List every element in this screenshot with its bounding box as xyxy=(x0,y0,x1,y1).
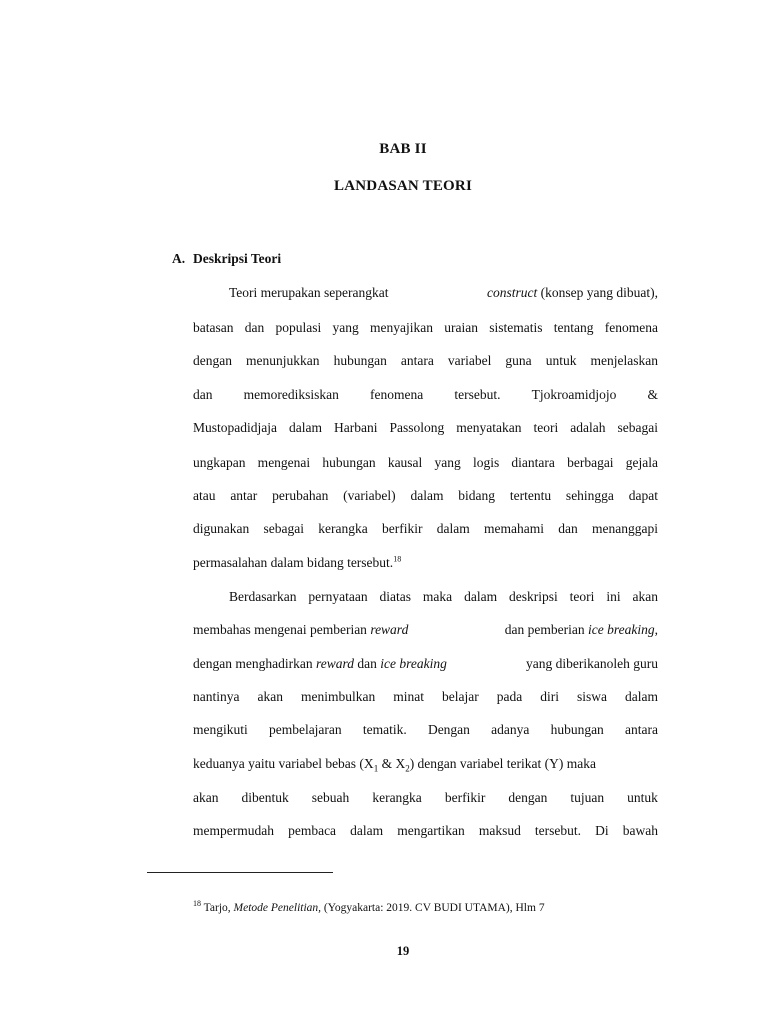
section-marker: A. xyxy=(172,251,186,266)
text-run: , xyxy=(654,622,658,637)
paragraph1-line4 xyxy=(193,385,658,405)
paragraph1-line2: batasan dan populasi yang menyajikan uraian sistematis tentang fenomena xyxy=(193,320,658,335)
italic-term: reward xyxy=(315,656,354,671)
paragraph2-line2 xyxy=(193,620,658,640)
paragraph2-line4: nantinya akan menimbulkan minat belajar pada diri siswa dalam xyxy=(193,689,658,704)
section-heading xyxy=(172,251,281,267)
paragraph1-line9 xyxy=(193,553,658,573)
footnote-title: Metode Penelitian, xyxy=(233,902,322,914)
text-run: yang diberikanoleh guru xyxy=(522,656,658,671)
paragraph2-line1: Berdasarkan pernyataan diatas maka dalam deskripsi teori ini akan xyxy=(229,589,658,604)
text-run: dan pemberian xyxy=(501,622,589,637)
word: kerangka xyxy=(372,790,422,805)
text-run: ) dengan variabel terikat (Y) maka xyxy=(409,756,596,771)
word: fenomena xyxy=(369,387,424,402)
footnote-reference: 18 xyxy=(393,554,402,564)
word: dibentuk xyxy=(241,790,289,805)
paragraph2-line8: mempermudah pembaca dalam mengartikan maksud tersebut. Di bawah xyxy=(193,823,658,838)
paragraph1-line7: atau antar perubahan (variabel) dalam bidang tertentu sehingga dapat xyxy=(193,488,658,503)
italic-term: ice breaking xyxy=(588,622,655,637)
word: untuk xyxy=(627,790,658,805)
word: memorediksiskan xyxy=(243,387,339,402)
footnote-author: Tarjo, xyxy=(201,902,234,914)
paragraph1-line1 xyxy=(229,283,658,303)
footnote-number: 18 xyxy=(193,899,201,909)
section-title: Deskripsi Teori xyxy=(193,251,282,266)
paragraph2-line5: mengikuti pembelajaran tematik. Dengan adanya hubungan antara xyxy=(193,722,658,737)
word: Tjokroamidjojo xyxy=(531,387,617,402)
text-run xyxy=(487,283,658,303)
paragraph1-line3: dengan menunjukkan hubungan antara variabel guna untuk menjelaskan xyxy=(193,353,658,368)
text-run: permasalahan dalam bidang tersebut. xyxy=(193,555,394,570)
text-run xyxy=(193,754,596,774)
text-run: membahas mengenai pemberian xyxy=(193,622,371,637)
word: akan xyxy=(193,790,219,805)
text-run: keduanya yaitu variabel bebas (X xyxy=(193,756,374,771)
word: berfikir xyxy=(444,790,486,805)
chapter-title: LANDASAN TEORI xyxy=(334,178,472,194)
italic-term: construct xyxy=(487,285,538,300)
text-run: dan xyxy=(353,656,381,671)
paragraph2-line7 xyxy=(193,788,658,808)
word: tersebut. xyxy=(454,387,501,402)
word: dengan xyxy=(508,790,548,805)
paragraph1-line6: ungkapan mengenai hubungan kausal yang logis diantara berbagai gejala xyxy=(193,455,658,470)
paragraph1-line8: digunakan sebagai kerangka berfikir dalam memahami dan menanggapi xyxy=(193,521,658,536)
text-run xyxy=(193,620,408,640)
paragraph2-line6 xyxy=(193,754,658,774)
text-run: & X xyxy=(378,756,406,771)
text-run: dengan menghadirkan xyxy=(193,656,316,671)
text-run xyxy=(501,620,658,640)
italic-term: reward xyxy=(370,622,409,637)
text-run xyxy=(193,654,447,674)
paragraph1-line5: Mustopadidjaja dalam Harbani Passolong menyatakan teori adalah sebagai xyxy=(193,420,658,435)
subscript: 2 xyxy=(405,763,410,774)
word: dan xyxy=(193,387,213,402)
page-number: 19 xyxy=(396,944,410,958)
text-run: Teori merupakan seperangkat xyxy=(229,285,392,300)
italic-term: ice breaking xyxy=(380,656,447,671)
chapter-number: BAB II xyxy=(379,141,427,157)
word: sebuah xyxy=(311,790,350,805)
footnote xyxy=(193,899,545,914)
footnote-separator xyxy=(147,872,333,873)
subscript: 1 xyxy=(373,763,379,774)
word: tujuan xyxy=(570,790,605,805)
word: & xyxy=(647,387,658,402)
paragraph2-line3 xyxy=(193,654,658,674)
footnote-citation: (Yogyakarta: 2019. CV BUDI UTAMA), Hlm 7 xyxy=(321,902,545,914)
text-run: (konsep yang dibuat), xyxy=(537,285,658,300)
